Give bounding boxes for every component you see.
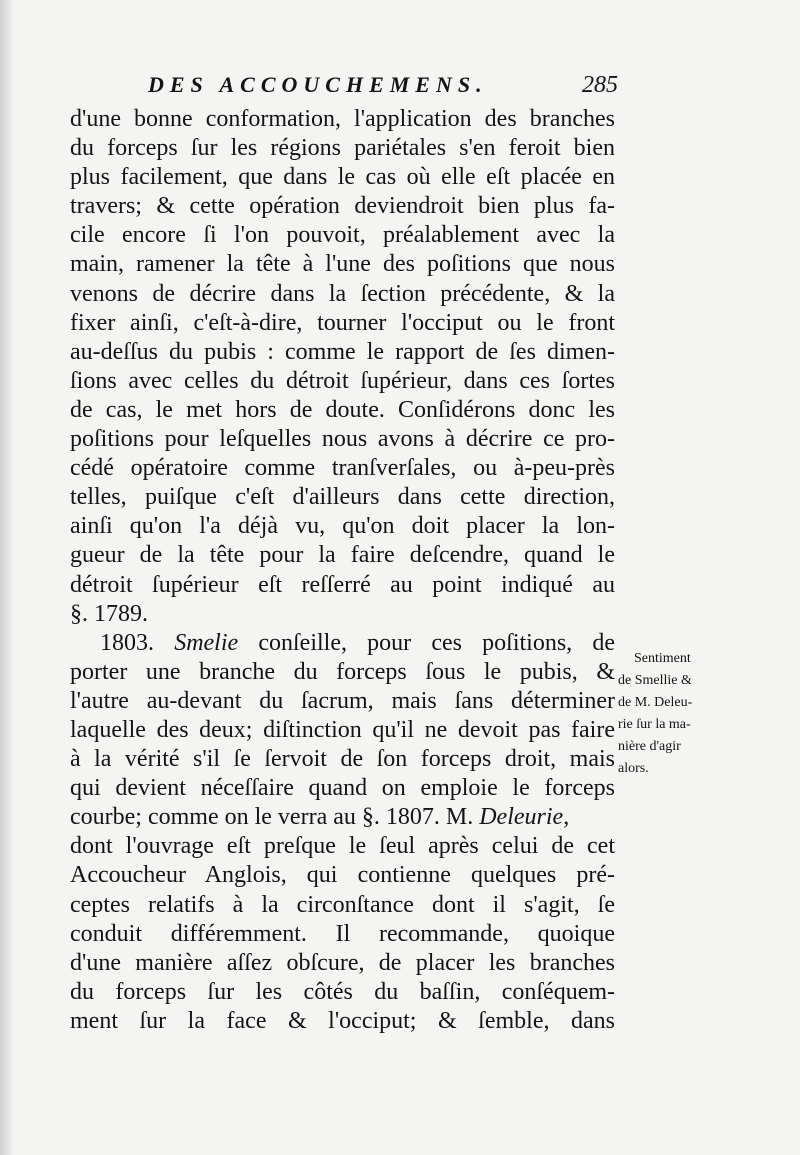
- text-line: venons de décrire dans la ſection précédente, & la: [70, 280, 615, 307]
- text-line: ceptes relatifs à la circonſtance dont il s'agit, ſe: [70, 891, 615, 918]
- text-span: ,: [563, 804, 570, 831]
- margin-note-line: nière d'agir: [618, 739, 681, 754]
- paragraph-1803-first-line: [70, 629, 615, 658]
- text-line: poſitions pour leſquelles nous avons à décrire ce pro-: [70, 426, 615, 453]
- text-line: [70, 803, 615, 832]
- text-line: porter une branche du forceps ſous le pubis, &: [70, 658, 615, 685]
- text-line: cédé opératoire comme tranſverſales, ou à-peu-près: [70, 455, 615, 482]
- text-line: à la vérité s'il ſe ſervoit de ſon forceps droit, mais: [70, 746, 615, 773]
- text-line: du forceps ſur les côtés du baſſin, conſéquem-: [70, 978, 615, 1005]
- page-number: 285: [582, 72, 618, 98]
- text-line: plus facilement, que dans le cas où elle eſt placée en: [70, 164, 615, 191]
- text-line: dont l'ouvrage eſt preſque le ſeul après celui de cet: [70, 833, 615, 860]
- text-line: ſions avec celles du détroit ſupérieur, dans ces ſortes: [70, 367, 615, 394]
- text-line: fixer ainſi, c'eſt-à-dire, tourner l'occiput ou le front: [70, 309, 615, 336]
- margin-note-line: Sentiment: [634, 651, 691, 666]
- page-header: [148, 72, 618, 104]
- text-line: de cas, le met hors de doute. Conſidérons donc les: [70, 396, 615, 423]
- text-line: main, ramener la tête à l'une des poſitions que nous: [70, 251, 615, 278]
- text-span: conſeille, pour ces poſitions, de: [238, 629, 615, 656]
- text-line: au-deſſus du pubis : comme le rapport de ſes dimen-: [70, 338, 615, 365]
- text-line: ainſi qu'on l'a déjà vu, qu'on doit placer la lon-: [70, 513, 615, 540]
- text-line: laquelle des deux; diſtinction qu'il ne devoit pas faire: [70, 716, 615, 743]
- text-line: gueur de la tête pour la faire deſcendre, quand le: [70, 542, 615, 569]
- running-head: DES ACCOUCHEMENS.: [148, 72, 488, 97]
- text-line: d'une manière aſſez obſcure, de placer les branches: [70, 949, 615, 976]
- body-text: [70, 105, 615, 1036]
- text-line: §. 1789.: [70, 600, 148, 627]
- text-line: ment ſur la face & l'occiput; & ſemble, dans: [70, 1007, 615, 1034]
- text-line: travers; & cette opération deviendroit bien plus fa-: [70, 193, 615, 220]
- margin-note-line: de M. Deleu-: [618, 695, 693, 710]
- text-line: telles, puiſque c'eſt d'ailleurs dans cette direction,: [70, 484, 615, 511]
- text-line: l'autre au-devant du ſacrum, mais ſans déterminer: [70, 687, 615, 714]
- text-line: qui devient néceſſaire quand on emploie le forceps: [70, 775, 615, 802]
- margin-note: [618, 648, 728, 780]
- text-line: d'une bonne conformation, l'application des branches: [70, 106, 615, 132]
- text-span: courbe; comme on le verra au §. 1807. M.: [70, 804, 474, 831]
- paragraph-number: 1803.: [100, 629, 154, 656]
- text-line: du forceps ſur les régions pariétales s'en feroit bien: [70, 135, 615, 162]
- author-name-smelie: Smelie: [174, 629, 239, 656]
- margin-note-line: alors.: [618, 761, 649, 776]
- margin-note-line: de Smellie &: [618, 673, 692, 688]
- text-line: conduit différemment. Il recommande, quoique: [70, 920, 615, 947]
- margin-note-line: rie ſur la ma-: [618, 717, 691, 732]
- text-line: cile encore ſi l'on pouvoit, préalablement avec la: [70, 222, 615, 249]
- author-name-deleurie: Deleurie: [479, 804, 564, 831]
- text-line: Accoucheur Anglois, qui contienne quelques pré-: [70, 862, 615, 889]
- text-line: détroit ſupérieur eſt reſſerré au point indiqué au: [70, 571, 615, 598]
